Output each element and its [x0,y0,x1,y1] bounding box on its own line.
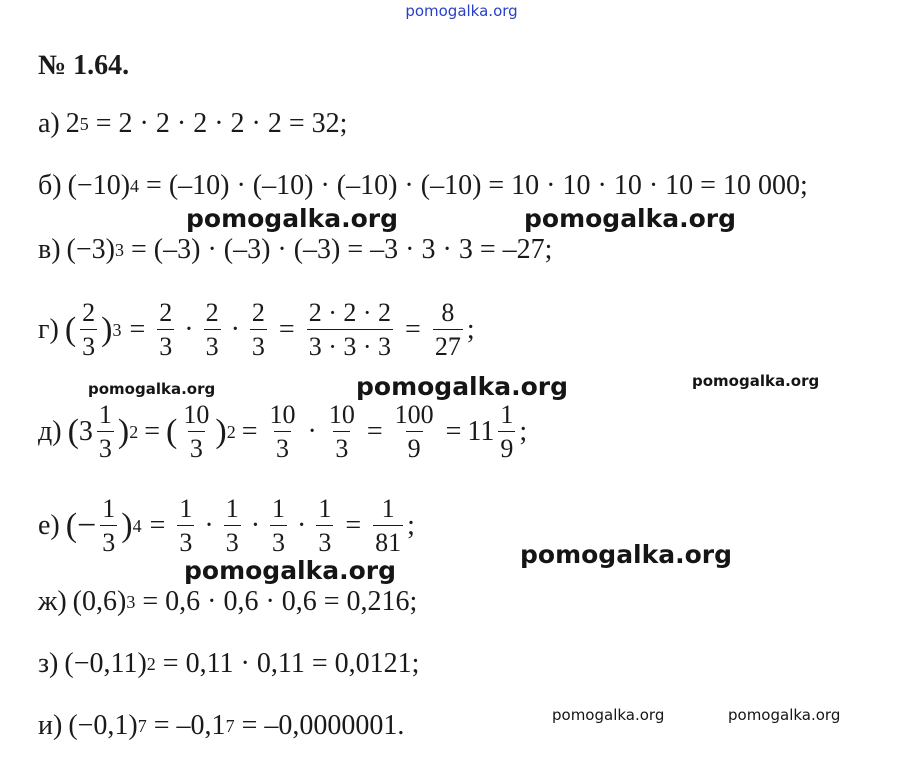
numerator: 10 [328,400,355,429]
label-v: в) [38,234,61,265]
line-d: д) ( 3 $\frac{1}{3}$ ) 2 = ( $\frac{10}{3}$ ) 2 = $\frac{10}{3}$ · $\frac{10}{3}$ = $\frac{100}{9}$ = 11 $\frac{1}{9}$ ; [38,400,528,464]
fraction [373,494,403,557]
denominator: 3 [80,329,97,361]
open-paren: ( [166,412,178,450]
watermark: pomogalka.org [520,540,733,569]
expression: = –0,0000001. [234,710,405,741]
denominator: 3 [100,525,117,557]
watermark: pomogalka.org [356,372,569,401]
open-paren: ( [64,310,77,348]
whole-part: 3 [78,415,93,447]
fraction [224,494,241,557]
equals-sign: = [241,415,258,447]
numerator: 1 [98,400,112,429]
fraction [250,298,267,361]
expression: = 2 · 2 · 2 · 2 · 2 = 32; [88,108,348,139]
fraction [498,400,515,463]
close-paren: ) [101,310,113,348]
equals-sign: = [144,415,161,447]
numerator: 10 [183,400,210,429]
fraction [80,298,97,361]
denominator: 3 [177,525,194,557]
close-paren: ) [215,412,227,450]
denominator: 3 [316,525,333,557]
open-paren: ( [67,412,79,450]
power-base: (−0,1) [68,710,138,741]
close-paren: ) [117,412,130,450]
fraction [433,298,463,361]
numerator: 1 [179,494,193,523]
open-paren: (− [65,506,97,544]
equals-sign: = [149,509,166,541]
denominator: 3 [270,525,287,557]
close-paren: ) [121,506,133,544]
expression: = –0,1 [146,710,226,741]
numerator: 10 [269,400,296,429]
label-i: и) [38,710,63,741]
numerator: 1 [102,494,116,523]
expression: = 0,6 · 0,6 · 0,6 = 0,216; [135,586,418,617]
semicolon: ; [407,509,415,541]
power-base: (−0,11) [64,648,147,679]
expression: = 0,11 · 0,11 = 0,0121; [155,648,420,679]
denominator: 3 [204,329,221,361]
numerator: 2 [82,298,96,327]
power-base: (−3) [66,234,115,265]
watermark: pomogalka.org [524,204,737,233]
numerator: 2 [159,298,173,327]
denominator: 3 [333,431,350,463]
multiply-dot: · [204,509,214,541]
numerator: 1 [225,494,239,523]
semicolon: ; [466,313,475,345]
multiply-dot: · [230,313,240,345]
denominator: 81 [373,525,403,557]
equals-sign: = [445,415,462,447]
fraction [177,494,194,557]
power-base: (0,6) [72,586,127,617]
fraction [181,400,211,463]
power-base: (−10) [67,170,131,201]
fraction [97,400,114,463]
line-a: а) 2 5 = 2 · 2 · 2 · 2 · 2 = 32; [38,108,348,139]
label-d: д) [38,415,62,447]
fraction [393,400,436,463]
numerator: 1 [500,400,514,429]
line-e: е) (− $\frac{1}{3}$ ) 4 = $\frac{1}{3}$ · $\frac{1}{3}$ · $\frac{1}{3}$ · $\frac{1}{3}$ = $\frac{1}{81}$ ; [38,494,415,558]
watermark: pomogalka.org [184,556,397,585]
line-i: и) (−0,1) 7 = –0,1 7 = –0,0000001. [38,710,405,741]
whole-part: 11 [467,415,495,447]
problem-number: № 1.64. [38,50,130,81]
equals-sign: = [129,313,146,345]
equals-sign: = [405,313,421,345]
numerator: 2 [251,298,265,327]
numerator: 1 [318,494,332,523]
watermark: pomogalka.org [88,380,216,398]
fraction [204,298,221,361]
line-b: б) (−10) 4 = (–10) · (–10) · (–10) · (–10) = 10 · 10 · 10 · 10 = 10 000; [38,170,808,201]
line-z: з) (−0,11) 2 = 0,11 · 0,11 = 0,0121; [38,648,420,679]
denominator: 9 [406,431,423,463]
watermark: pomogalka.org [692,372,820,390]
fraction [270,494,287,557]
numerator: 1 [272,494,286,523]
watermark: pomogalka.org [728,706,841,724]
fraction [316,494,333,557]
watermark: pomogalka.org [186,204,399,233]
fraction [267,400,297,463]
denominator: 3 [157,329,174,361]
label-z: з) [38,648,59,679]
label-e: е) [38,509,60,541]
fraction [307,298,393,361]
power-base: 2 [65,108,80,139]
line-v: в) (−3) 3 = (–3) · (–3) · (–3) = –3 · 3 · 3 = –27; [38,234,553,265]
expression: = (–10) · (–10) · (–10) · (–10) = 10 · 10 · 10 · 10 = 10 000; [139,170,808,201]
denominator: 3 [250,329,267,361]
denominator: 9 [498,431,515,463]
numerator: 100 [394,400,434,429]
denominator: 3 [224,525,241,557]
numerator: 1 [381,494,395,523]
numerator: 2 [205,298,219,327]
fraction [327,400,357,463]
label-g: г) [38,313,59,345]
watermark: pomogalka.org [552,706,665,724]
denominator: 3 · 3 · 3 [307,329,393,361]
numerator: 2 · 2 · 2 [308,298,392,327]
multiply-dot: · [250,509,261,541]
denominator: 3 [274,431,291,463]
multiply-dot: · [297,509,307,541]
denominator: 27 [433,329,463,361]
label-a: а) [38,108,60,139]
equals-sign: = [345,509,362,541]
semicolon: ; [519,415,528,447]
line-zh: ж) (0,6) 3 = 0,6 · 0,6 · 0,6 = 0,216; [38,586,418,617]
line-g: г) ( $\frac{2}{3}$ ) 3 = $\frac{2}{3}$ · $\frac{2}{3}$ · $\frac{2}{3}$ = $\frac{2 \cdot 2 \cdot 2}{3 \cdot 3 \cdot 3}$ = $\frac{8}{27}$ ; [38,298,475,362]
equals-sign: = [366,415,383,447]
denominator: 3 [188,431,205,463]
multiply-dot: · [307,415,317,447]
fraction [157,298,174,361]
numerator: 8 [441,298,455,327]
equals-sign: = [278,313,295,345]
denominator: 3 [97,431,114,463]
expression: = (–3) · (–3) · (–3) = –3 · 3 · 3 = –27; [124,234,553,265]
watermark-top: pomogalka.org [405,2,518,20]
fraction [100,494,117,557]
label-b: б) [38,170,62,201]
label-zh: ж) [38,586,67,617]
multiply-dot: · [184,313,194,345]
